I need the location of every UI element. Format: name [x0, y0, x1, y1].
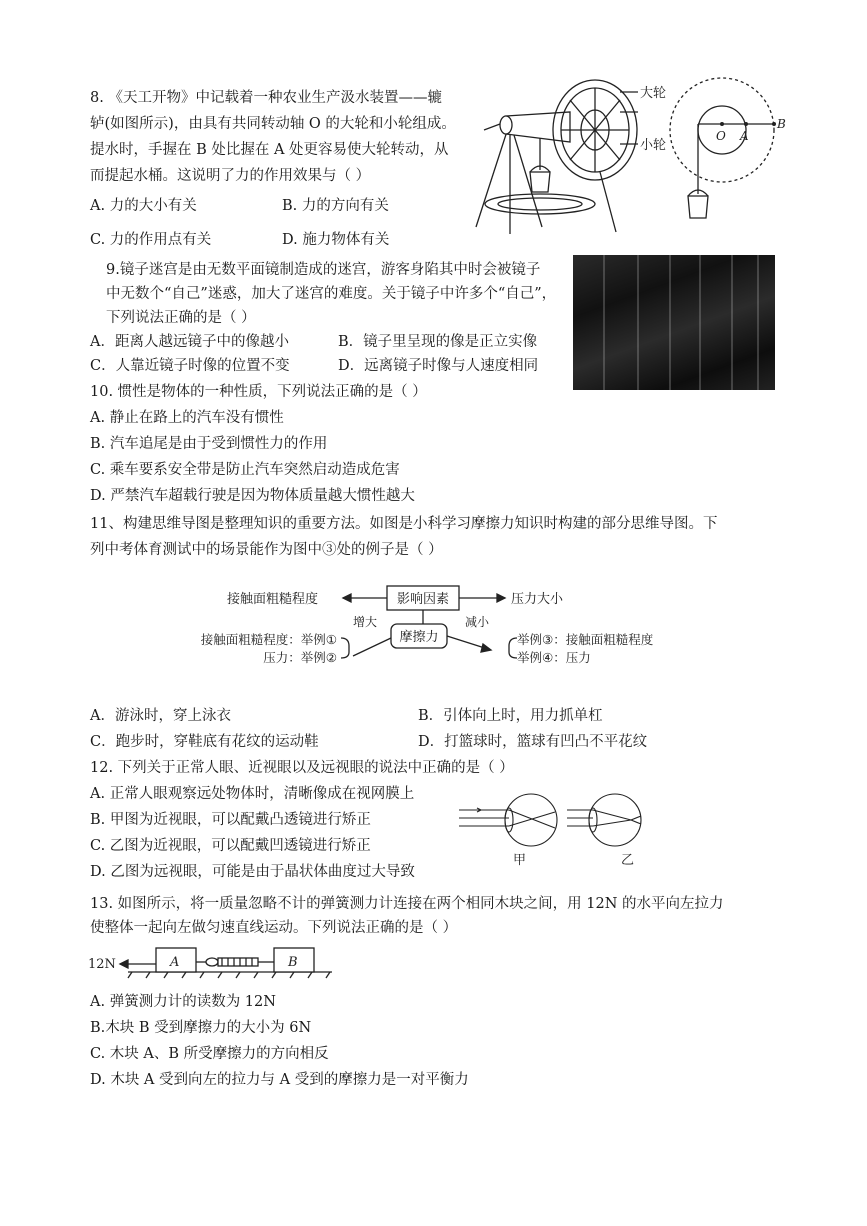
- q11-option-a[interactable]: A．游泳时，穿上泳衣: [90, 708, 231, 724]
- q11-option-b[interactable]: B．引体向上时，用力抓单杠: [418, 708, 603, 724]
- mind-map-dec-press: 举例④：压力: [517, 650, 591, 665]
- force-label: 12N: [88, 957, 116, 972]
- q8-option-c[interactable]: C. 力的作用点有关: [90, 232, 212, 248]
- q10-stem: 10. 惯性是物体的一种性质，下列说法正确的是（ ）: [90, 384, 427, 400]
- small-wheel-label: 小轮: [640, 138, 667, 153]
- block-a-label: A: [170, 955, 180, 970]
- q12-option-a[interactable]: A. 正常人眼观察远处物体时，清晰像成在视网膜上: [90, 786, 415, 802]
- q9-stem-line-2: 中无数个“自己”迷惑，加大了迷宫的难度。关于镜子中许多个“自己”，: [106, 286, 557, 302]
- mind-map-factors: 影响因素: [396, 592, 450, 607]
- q11-option-d[interactable]: D．打篮球时，篮球有凹凸不平花纹: [418, 734, 648, 750]
- big-wheel-label: 大轮: [640, 86, 667, 101]
- q9-stem-line-1: 9.镜子迷宫是由无数平面镜制造成的迷宫，游客身陷其中时会被镜子: [106, 262, 541, 278]
- mind-map-pressure: 压力大小: [511, 592, 564, 607]
- label-o: O: [716, 129, 726, 143]
- mind-map-dec-rough: 举例③：接触面粗糙程度: [517, 632, 654, 647]
- q9-option-b[interactable]: B．镜子里呈现的像是正立实像: [338, 334, 538, 350]
- spring-scale-figure: [88, 942, 338, 982]
- q9-stem-line-3: 下列说法正确的是（ ）: [106, 310, 256, 326]
- q13-option-d[interactable]: D. 木块 A 受到向左的拉力与 A 受到的摩擦力是一对平衡力: [90, 1072, 469, 1088]
- q9-option-d[interactable]: D．远离镜子时像与人速度相同: [338, 358, 539, 374]
- q8-option-a[interactable]: A. 力的大小有关: [90, 198, 197, 214]
- q8-stem-line-4: 而提起水桶。这说明了力的作用效果与（ ）: [90, 168, 371, 184]
- eye-label-yi: 乙: [621, 853, 635, 868]
- q13-stem-line-1: 13. 如图所示，将一质量忽略不计的弹簧测力计连接在两个相同木块之间，用 12N 的水平向左拉力: [90, 896, 724, 912]
- q12-stem: 12. 下列关于正常人眼、近视眼以及远视眼的说法中正确的是（ ）: [90, 760, 514, 776]
- q12-option-c[interactable]: C. 乙图为近视眼，可以配戴凹透镜进行矫正: [90, 838, 371, 854]
- mind-map-inc-rough: 接触面粗糙程度：举例①: [200, 632, 337, 647]
- q10-option-d[interactable]: D. 严禁汽车超载行驶是因为物体质量越大惯性越大: [90, 488, 415, 504]
- mind-map-inc-press: 压力：举例②: [263, 650, 337, 665]
- q10-option-a[interactable]: A. 静止在路上的汽车没有惯性: [90, 410, 284, 426]
- q13-option-a[interactable]: A. 弹簧测力计的读数为 12N: [90, 994, 276, 1010]
- q8-option-b[interactable]: B. 力的方向有关: [282, 198, 389, 214]
- mind-map-roughness: 接触面粗糙程度: [227, 592, 319, 607]
- q13-option-c[interactable]: C. 木块 A、B 所受摩擦力的方向相反: [90, 1046, 329, 1062]
- q13-stem-line-2: 使整体一起向左做匀速直线运动。下列说法正确的是（ ）: [90, 920, 458, 936]
- q8-stem-line-1: 8. 《天工开物》中记载着一种农业生产汲水装置——辘: [90, 90, 442, 106]
- q10-option-b[interactable]: B. 汽车追尾是由于受到惯性力的作用: [90, 436, 328, 452]
- mirror-maze-photo: [573, 255, 775, 390]
- q11-stem-line-1: 11、构建思维导图是整理知识的重要方法。如图是小科学习摩擦力知识时构建的部分思维导图。下: [90, 516, 718, 532]
- q11-stem-line-2: 列中考体育测试中的场景能作为图中③处的例子是（ ）: [90, 542, 443, 558]
- q8-option-d[interactable]: D. 施力物体有关: [282, 232, 390, 248]
- q13-option-b[interactable]: B.木块 B 受到摩擦力的大小为 6N: [90, 1020, 312, 1036]
- q8-stem-line-3: 提水时，手握在 B 处比握在 A 处更容易使大轮转动，从: [90, 142, 449, 158]
- q11-option-c[interactable]: C．跑步时，穿鞋底有花纹的运动鞋: [90, 734, 319, 750]
- q10-option-c[interactable]: C. 乘车要系安全带是防止汽车突然启动造成危害: [90, 462, 400, 478]
- mind-map-increase: 增大: [353, 615, 378, 629]
- eye-label-jia: 甲: [513, 853, 527, 868]
- q12-option-d[interactable]: D. 乙图为远视眼，可能是由于晶状体曲度过大导致: [90, 864, 415, 880]
- windlass-figure: [470, 72, 800, 252]
- block-b-label: B: [288, 955, 298, 970]
- q12-option-b[interactable]: B. 甲图为近视眼，可以配戴凸透镜进行矫正: [90, 812, 371, 828]
- friction-mind-map: [200, 578, 695, 688]
- mind-map-friction: 摩擦力: [399, 630, 439, 645]
- mind-map-decrease: 减小: [465, 615, 490, 629]
- label-a: A: [740, 129, 749, 143]
- q8-stem-line-2: 轳(如图所示)，由具有共同转动轴 O 的大轮和小轮组成。: [90, 116, 456, 132]
- label-b: B: [777, 117, 786, 131]
- q9-option-c[interactable]: C．人靠近镜子时像的位置不变: [90, 358, 290, 374]
- q9-option-a[interactable]: A．距离人越远镜子中的像越小: [90, 334, 289, 350]
- eye-diagrams: [455, 788, 670, 870]
